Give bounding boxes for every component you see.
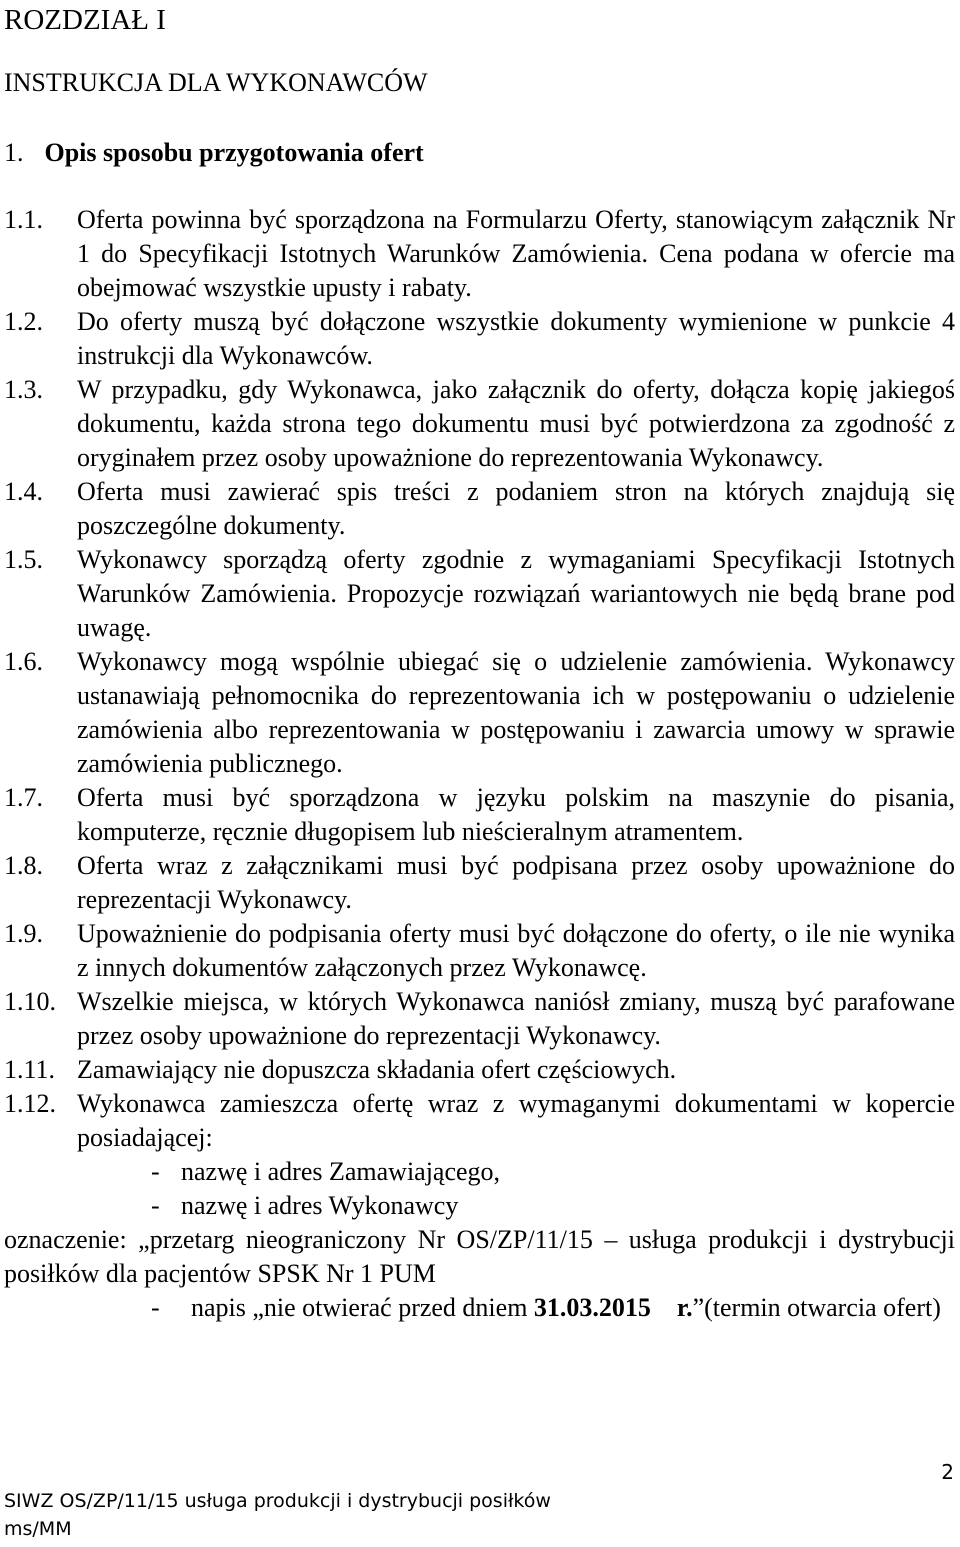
dash-marker: - — [151, 1191, 160, 1220]
item-number: 1.8. — [4, 851, 43, 880]
item-number: 1.3. — [4, 375, 43, 404]
item-text: W przypadku, gdy Wykonawca, jako załącznik do oferty, dołącza kopię jakiegoś dokumentu, każda strona tego dokumentu musi być potwierdzona za zgodność z oryginałem przez osoby upoważnione do reprezentowania Wykonawcy. — [77, 375, 955, 472]
list-item — [4, 645, 955, 781]
notice-r: r. — [676, 1293, 693, 1322]
list-item — [4, 203, 955, 305]
instruction-list — [4, 203, 955, 1325]
notice-text — [191, 1291, 955, 1325]
list-item — [4, 475, 955, 543]
list-item — [4, 985, 955, 1053]
item-number: 1.11. — [4, 1055, 56, 1084]
item-number: 1.6. — [4, 647, 43, 676]
dash-marker: - — [151, 1157, 160, 1186]
envelope-line — [4, 1155, 955, 1189]
item-text: Zamawiający nie dopuszcza składania ofert częściowych. — [77, 1055, 677, 1084]
notice-gap — [651, 1293, 677, 1322]
envelope-line — [4, 1189, 955, 1223]
envelope-line-text: nazwę i adres Zamawiającego, — [181, 1157, 501, 1186]
footer-line-1: SIWZ OS/ZP/11/15 usługa produkcji i dystrybucji posiłków — [4, 1490, 551, 1512]
item-text: Wykonawcy sporządzą oferty zgodnie z wymaganiami Specyfikacji Istotnych Warunków Zamówienia. Propozycje rozwiązań wariantowych nie będą brane pod uwagę. — [77, 545, 955, 642]
dash-marker: - — [151, 1293, 160, 1322]
list-item — [4, 849, 955, 917]
item-number: 1.7. — [4, 783, 43, 812]
list-item — [4, 1087, 955, 1155]
list-item — [4, 373, 955, 475]
list-item — [4, 781, 955, 849]
instructions-heading: INSTRUKCJA DLA WYKONAWCÓW — [4, 68, 428, 97]
item-text: Wykonawcy mogą wspólnie ubiegać się o udzielenie zamówienia. Wykonawcy ustanawiają pełnomocnika do reprezentowania ich w postępowaniu o udzielenie zamówienia albo reprezentowania w postępowaniu i zawarcia umowy w sprawie zamówienia publicznego. — [77, 647, 955, 778]
item-text: Oferta musi zawierać spis treści z podaniem stron na których znajdują się poszczególne dokumenty. — [77, 477, 955, 540]
notice-post: ”(termin otwarcia ofert) — [692, 1293, 941, 1322]
chapter-title: ROZDZIAŁ I — [4, 4, 166, 36]
list-item — [4, 305, 955, 373]
notice-date: 31.03.2015 — [533, 1293, 651, 1322]
item-number: 1.4. — [4, 477, 43, 506]
item-text: Oferta powinna być sporządzona na Formularzu Oferty, stanowiącym załącznik Nr 1 do Specyfikacji Istotnych Warunków Zamówienia. Cena podana w ofercie ma obejmować wszystkie upusty i rabaty. — [77, 205, 955, 302]
notice-line — [4, 1291, 955, 1325]
item-text: Wszelkie miejsca, w których Wykonawca naniósł zmiany, muszą być parafowane przez osoby upoważnione do reprezentacji Wykonawcy. — [77, 987, 955, 1050]
item-text: Oferta musi być sporządzona w języku polskim na maszynie do pisania, komputerze, ręcznie długopisem lub nieścieralnym atramentem. — [77, 783, 955, 846]
list-item — [4, 917, 955, 985]
item-number: 1.9. — [4, 919, 43, 948]
list-item — [4, 1053, 955, 1087]
marking-text: oznaczenie: „przetarg nieograniczony Nr OS/ZP/11/15 – usługa produkcji i dystrybucji posiłków dla pacjentów SPSK Nr 1 PUM — [4, 1225, 955, 1288]
section-heading — [4, 138, 424, 168]
notice-pre: napis „nie otwierać przed dniem — [191, 1293, 534, 1322]
footer — [4, 1487, 551, 1543]
list-item — [4, 543, 955, 645]
envelope-line-text: nazwę i adres Wykonawcy — [181, 1191, 459, 1220]
section-title: Opis sposobu przygotowania ofert — [44, 138, 424, 167]
section-number: 1. — [4, 138, 24, 167]
item-text: Wykonawca zamieszcza ofertę wraz z wymaganymi dokumentami w kopercie posiadającej: — [77, 1089, 955, 1152]
item-number: 1.1. — [4, 205, 43, 234]
item-text: Do oferty muszą być dołączone wszystkie dokumenty wymienione w punkcie 4 instrukcji dla Wykonawców. — [77, 307, 955, 370]
item-number: 1.12. — [4, 1089, 56, 1118]
page-number: 2 — [941, 1460, 954, 1484]
item-number: 1.5. — [4, 545, 43, 574]
item-number: 1.2. — [4, 307, 43, 336]
item-text: Upoważnienie do podpisania oferty musi być dołączone do oferty, o ile nie wynika z innych dokumentów załączonych przez Wykonawcę. — [77, 919, 955, 982]
item-text: Oferta wraz z załącznikami musi być podpisana przez osoby upoważnione do reprezentacji Wykonawcy. — [77, 851, 955, 914]
item-number: 1.10. — [4, 987, 56, 1016]
footer-line-2: ms/MM — [4, 1518, 72, 1540]
